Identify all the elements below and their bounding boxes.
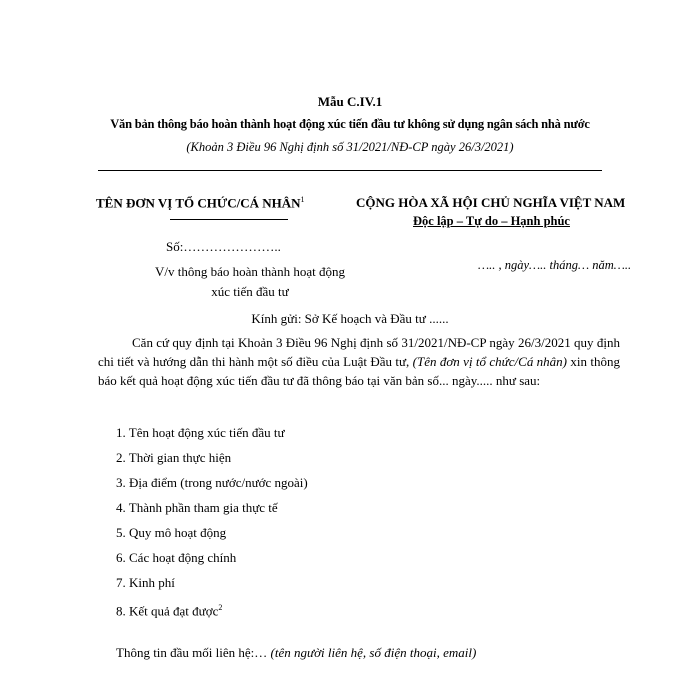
document-subject: V/v thông báo hoàn thành hoạt động xúc tiến đầu tư <box>155 264 345 299</box>
contact-line <box>116 645 476 661</box>
list-item-text: 8. Kết quả đạt được <box>116 603 219 619</box>
list-item: 6. Các hoạt động chính <box>116 550 237 565</box>
list-item: 4. Thành phần tham gia thực tế <box>116 500 278 515</box>
contact-hint: (tên người liên hệ, số điện thoại, email) <box>270 645 477 660</box>
item-footnote-marker: 2 <box>218 603 223 612</box>
recipient-line: Kính gửi: Sở Kế hoạch và Đầu tư ...... <box>251 311 449 326</box>
org-name <box>96 195 305 211</box>
report-items-list <box>116 420 308 620</box>
intro-paragraph <box>98 333 620 390</box>
list-item: 3. Địa điểm (trong nước/nước ngoài) <box>116 475 308 490</box>
legal-basis: (Khoản 3 Điều 96 Nghị định số 31/2021/NĐ-CP ngày 26/3/2021) <box>186 140 514 154</box>
list-item: 2. Thời gian thực hiện <box>116 450 232 465</box>
intro-text-2: xin thông báo kết quả hoạt động xúc tiến đầu tư đã thông báo tại văn bản số... ngày..... như sau: <box>98 354 620 388</box>
header-divider <box>98 170 602 171</box>
list-item: 5. Quy mô hoạt động <box>116 525 227 540</box>
document-title: Văn bản thông báo hoàn thành hoạt động xúc tiến đầu tư không sử dụng ngân sách nhà nước <box>110 117 590 131</box>
national-motto: Độc lập – Tự do – Hạnh phúc <box>413 214 570 228</box>
form-code: Mẫu C.IV.1 <box>317 94 383 109</box>
national-title: CỘNG HÒA XÃ HỘI CHỦ NGHĨA VIỆT NAM <box>356 195 626 210</box>
list-item: 1. Tên hoạt động xúc tiến đầu tư <box>116 425 285 440</box>
intro-text-1: Căn cứ quy định tại Khoản 3 Điều 96 Nghị định số 31/2021/NĐ-CP ngày 26/3/2021 quy định chi tiết và hướng dẫn thi hành một số điều của Luật Đầu tư, <box>98 335 620 369</box>
contact-label: Thông tin đầu mối liên hệ:… <box>116 645 271 660</box>
date-line: ….. , ngày….. tháng… năm….. <box>478 258 632 272</box>
list-item: 7. Kinh phí <box>116 575 175 590</box>
intro-italic-placeholder: (Tên đơn vị tổ chức/Cá nhân) <box>412 354 568 369</box>
org-name-text: TÊN ĐƠN VỊ TỔ CHỨC/CÁ NHÂN <box>96 195 301 211</box>
org-footnote-marker: 1 <box>300 195 305 204</box>
document-number: Số:………………….. <box>166 239 281 254</box>
org-underline <box>170 219 288 220</box>
list-item <box>116 595 308 620</box>
